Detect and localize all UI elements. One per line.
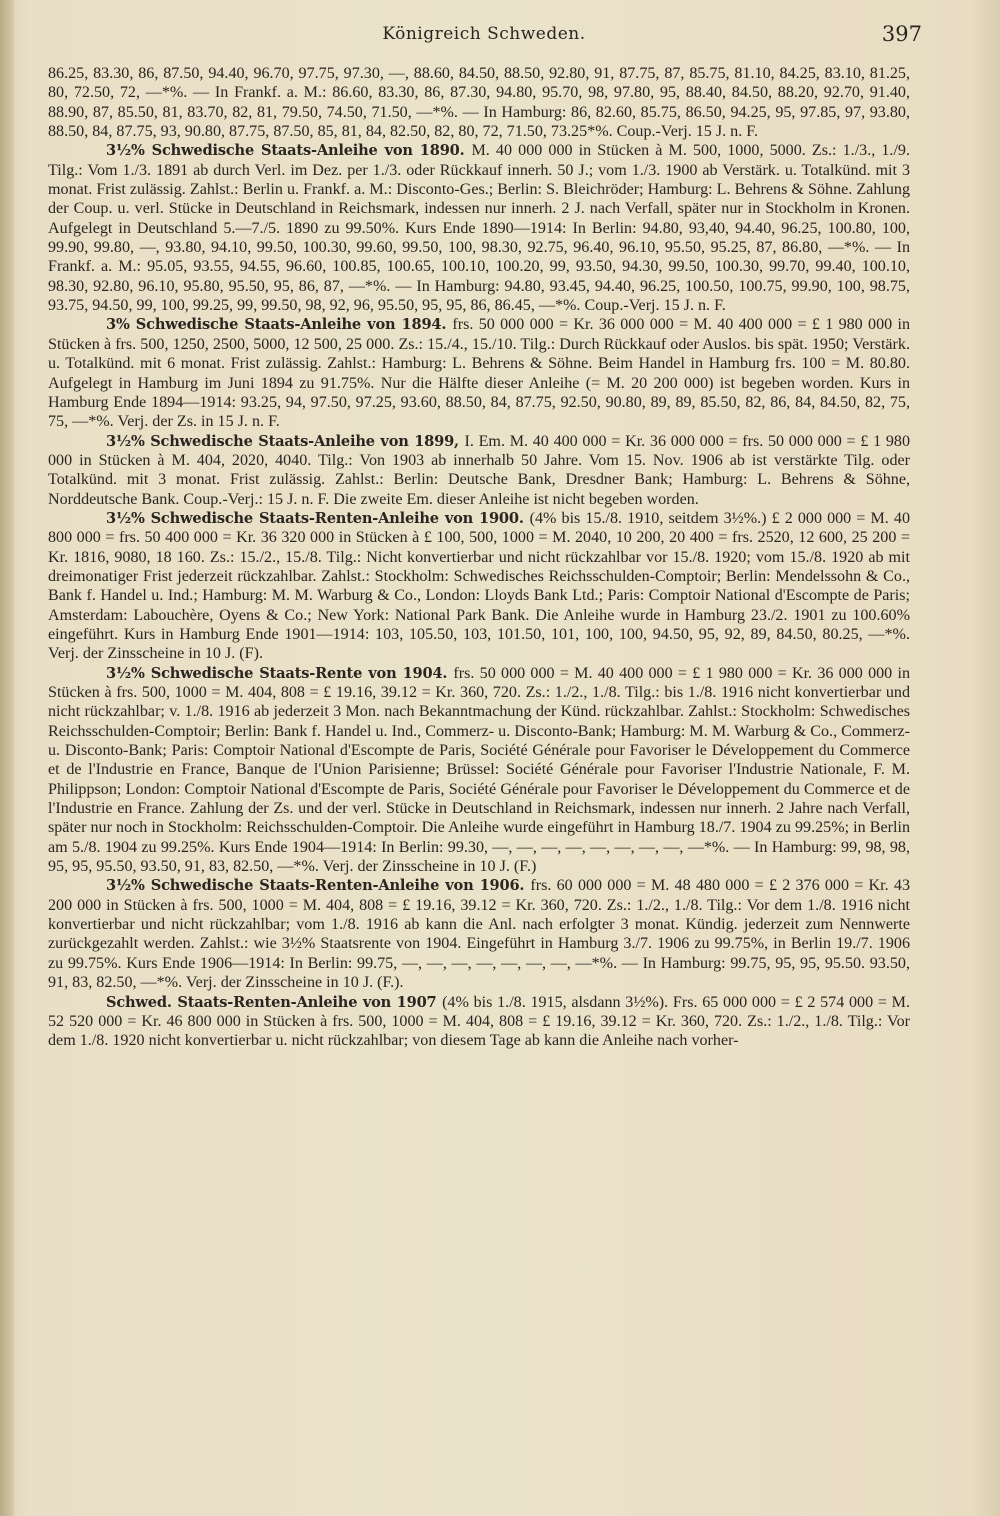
page-spine-shadow (0, 0, 14, 1516)
paragraph-heading: 3% Schwedische Staats-Anleihe von 1894. (106, 316, 453, 334)
paragraph-rente-1904 (48, 664, 910, 877)
paragraph-renten-anleihe-1906 (48, 876, 910, 992)
paragraph-heading: 3½% Schwedische Staats-Renten-Anleihe von 1900. (106, 509, 530, 527)
paragraph-text: (4% bis 15./8. 1910, seitdem 3½%.) £ 2 000 000 = M. 40 800 000 = frs. 50 400 000 = Kr. 36 320 000 in Stücken à £ 100, 500, 1000 = M. 2040, 10 200, 20 400 = frs. 2520, 12 600, 25 200 = Kr. 1816, 9080, 18 160. Zs.: 15./2., 15./8. Tilg.: Nicht konvertierbar und nicht rückzahlbar vor 15./8. 1920; vom 15./8. 1920 ab mit dreimonatiger Frist jederzeit rückzahlbar. Zahlst.: Stockholm: Schwedisches Reichsschulden-Comptoir; Berlin: Mendelssohn & Co., Bank f. Handel u. Ind.; Hamburg: M. M. Warburg & Co., London: Lloyds Bank Ltd.; Paris: Comptoir National d'Escompte de Paris; Amsterdam: Labouchère, Oyens & Co.; New York: National Park Bank. Die Anleihe wurde in Hamburg 23./2. 1901 zu 100.60% eingeführt. Kurs in Hamburg Ende 1901—1914: 103, 105.50, 103, 101.50, 101, 100, 100, 94.50, 95, 92, 89, 84.50, 80.25, —*%. Verj. der Zinsscheine in 10 J. (F). (48, 509, 910, 663)
paragraph-heading: 3½% Schwedische Staats-Renten-Anleihe von 1906. (106, 877, 531, 895)
paragraph-renten-anleihe-1900 (48, 509, 910, 664)
paragraph-anleihe-1899 (48, 432, 910, 509)
paragraph-heading: 3½% Schwedische Staats-Anleihe von 1899, (106, 432, 465, 450)
page-body (48, 64, 910, 1051)
running-title: Königreich Schweden. (382, 24, 586, 44)
paragraph-text: frs. 50 000 000 = M. 40 400 000 = £ 1 980 000 = Kr. 36 000 000 in Stücken à frs. 500, 1000 = M. 404, 808 = £ 19.16, 39.12 = Kr. 360, 720. Zs.: 1./2., 1./8. Tilg.: bis 1./8. 1916 nicht konvertierbar und nicht rückzahlbar; v. 1./8. 1916 ab jederzeit 3 Mon. nach Bekanntmachung der Künd. rückzahlbar. Zahlst.: Stockholm: Schwedisches Reichsschulden-Comptoir; Berlin: Bank f. Handel u. Ind., Commerz- u. Disconto-Bank; Hamburg: M. M. Warburg & Co., Commerz- u. Disconto-Bank; Paris: Comptoir National d'Escompte de Paris, Société Générale pour Favoriser le Développement du Commerce et de l'Industrie en France, Banque de l'Union Parisienne; Brüssel: Société Générale pour Favoriser l'Industrie Nationale, F. M. Philippson; London: Comptoir National d'Escompte de Paris, Société Générale pour Favoriser le Développement du Commerce et de l'Industrie en France. Zahlung der Zs. und der verl. Stücke in Deutschland in Reichsmark, indessen nur innerh. 2 Jahre nach Verfall, später nur noch in Stockholm: Reichsschulden-Comptoir. Die Anleihe wurde eingeführt in Hamburg 18./7. 1904 zu 99.25%; in Berlin am 5./8. 1904 zu 99.25%. Kurs Ende 1904—1914: In Berlin: 99.30, —, —, —, —, —, —, —, —, —*%. — In Hamburg: 99, 98, 98, 95, 95, 95.50, 93.50, 91, 83, 82.50, —*%. Verj. der Zinsscheine in 10 J. (F.) (48, 664, 910, 876)
paragraph-anleihe-1894 (48, 315, 910, 431)
paragraph-kurs-continuation (48, 64, 910, 141)
paragraph-text: I. Em. M. 40 400 000 = Kr. 36 000 000 = frs. 50 000 000 = £ 1 980 000 in Stücken à M. 404, 2020, 4040. Tilg.: Von 1903 ab innerhalb 50 Jahre. Vom 15. Nov. 1906 ab ist verstärkte Tilg. oder Totalkünd. mit 3 monat. Frist zulässig. Zahlst.: Berlin: Deutsche Bank, Dresdner Bank; Hamburg: L. Behrens & Söhne, Norddeutsche Bank. Coup.-Verj.: 15 J. n. F. Die zweite Em. dieser Anleihe ist nicht begeben worden. (48, 432, 910, 508)
page-number: 397 (881, 22, 922, 46)
paragraph-heading: Schwed. Staats-Renten-Anleihe von 1907 (106, 993, 443, 1011)
paragraph-renten-anleihe-1907 (48, 993, 910, 1051)
paragraph-anleihe-1890 (48, 141, 910, 315)
paragraph-text: frs. 50 000 000 = Kr. 36 000 000 = M. 40 400 000 = £ 1 980 000 in Stücken à frs. 500, 1250, 2500, 5000, 12 500, 25 000. Zs.: 15./4., 15./10. Tilg.: Durch Rückkauf oder Auslos. bis spät. 1950; Verstärk. u. Totalkünd. mit 6 monat. Frist zulässig. Zahlst.: Hamburg: L. Behrens & Söhne. Beim Handel in Hamburg frs. 100 = M. 80.80. Aufgelegt in Hamburg im Juni 1894 zu 91.75%. Nur die Hälfte dieser Anleihe (= M. 20 200 000) ist begeben worden. Kurs in Hamburg Ende 1894—1914: 93.25, 94, 97.50, 97.25, 93.60, 88.50, 84, 87.75, 92.50, 90.80, 89, 89, 85.50, 82, 86, 84, 84.50, 82, 75, 75, —*%. Verj. der Zs. in 15 J. n. F. (48, 316, 911, 431)
paragraph-text: frs. 60 000 000 = M. 48 480 000 = £ 2 376 000 = Kr. 43 200 000 in Stücken à frs. 500, 1000 = M. 404, 808 = £ 19.16, 39.12 = Kr. 360, 720. Zs.: 1./2., 1./8. Tilg.: Vor dem 1./8. 1916 nicht konvertierbar und nicht rückzahlbar; vom 1./8. 1916 ab kann die Anl. nach erfolgter 3 monat. Kündig. jederzeit zum Nennwerte zurückgezahlt werden. Zahlst.: wie 3½% Staatsrente von 1904. Eingeführt in Hamburg 3./7. 1906 zu 99.75%, in Berlin 19./7. 1906 zu 99.75%. Kurs Ende 1906—1914: In Berlin: 99.75, —, —, —, —, —, —, —, —*%. — In Hamburg: 99.75, 95, 95, 95.50. 93.50, 91, 83, 82.50, —*%. Verj. der Zinsscheine in 10 J. (F.). (48, 877, 910, 992)
paragraph-text: 86.25, 83.30, 86, 87.50, 94.40, 96.70, 97.75, 97.30, —, 88.60, 84.50, 88.50, 92.80, 91, 87.75, 87, 85.75, 81.10, 84.25, 83.10, 81.25, 80, 72.50, 72, —*%. — In Frankf. a. M.: 86.60, 83.30, 86, 87.30, 94.80, 95.70, 98, 97.80, 95, 88.40, 84.50, 88.20, 92.70, 91.40, 88.90, 87, 85.50, 81, 83.70, 82, 81, 79.50, 74.50, 71.50, —*%. — In Hamburg: 86, 82.60, 85.75, 86.50, 94.25, 95, 97.85, 97, 93.80, 88.50, 84, 87.75, 93, 90.80, 87.75, 87.50, 85, 81, 84, 82.50, 82, 80, 72, 71.50, 73.25*%. Coup.-Verj. 15 J. n. F. (48, 65, 910, 141)
page-header (48, 22, 920, 48)
paragraph-heading: 3½% Schwedische Staats-Anleihe von 1890. (106, 142, 472, 160)
paragraph-heading: 3½% Schwedische Staats-Rente von 1904. (106, 664, 454, 682)
paragraph-text: M. 40 000 000 in Stücken à M. 500, 1000, 5000. Zs.: 1./3., 1./9. Tilg.: Vom 1./3. 1891 ab durch Verl. im Dez. per 1./3. oder Rückkauf innerh. 50 J.; vom 1./3. 1900 ab Verstärk. u. Totalkünd. mit 3 monat. Frist zulässig. Zahlst.: Berlin u. Frankf. a. M.: Disconto-Ges.; Berlin: S. Bleichröder; Hamburg: L. Behrens & Söhne. Zahlung der Coup. u. verl. Stücke in Deutschland in Reichsmark, indessen nur innerh. 2 J. nach Verfall, später nur in Stockholm in Kronen. Aufgelegt in Deutschland 5.—7./5. 1890 zu 99.50%. Kurs Ende 1890—1914: In Berlin: 94.80, 93,40, 94.40, 96.25, 100.80, 100, 99.90, 99.80, —, 93.80, 94.10, 99.50, 100.30, 99.60, 99.50, 100, 98.30, 92.75, 96.40, 96.10, 95.50, 95.25, 87, 86.80, —*%. — In Frankf. a. M.: 95.05, 93.55, 94.55, 96.60, 100.85, 100.65, 100.10, 100.20, 99, 93.50, 94.30, 99.50, 100.30, 99.70, 99.40, 100.10, 98.30, 92.80, 96.10, 95.80, 95.50, 95, 86, 87, —*%. — In Hamburg: 94.80, 93.45, 94.40, 96.25, 100.50, 100.75, 99.90, 100, 98.75, 93.75, 94.50, 99, 100, 99.25, 99, 99.50, 98, 92, 96, 95.50, 95, 95, 86, 86.45, —*%. Coup.-Verj. 15 J. n. F. (48, 142, 910, 315)
paragraph-text: (4% bis 1./8. 1915, alsdann 3½%). Frs. 65 000 000 = £ 2 574 000 = M. 52 520 000 = Kr. 46 800 000 in Stücken à frs. 500, 1000 = M. 404, 808 = £ 19.16, 39.12 = Kr. 360, 720. Zs.: 1./2., 1./8. Tilg.: Vor dem 1./8. 1920 nicht konvertierbar u. nicht rückzahlbar; von diesem Tage ab kann die Anleihe nach vorher- (48, 993, 910, 1050)
